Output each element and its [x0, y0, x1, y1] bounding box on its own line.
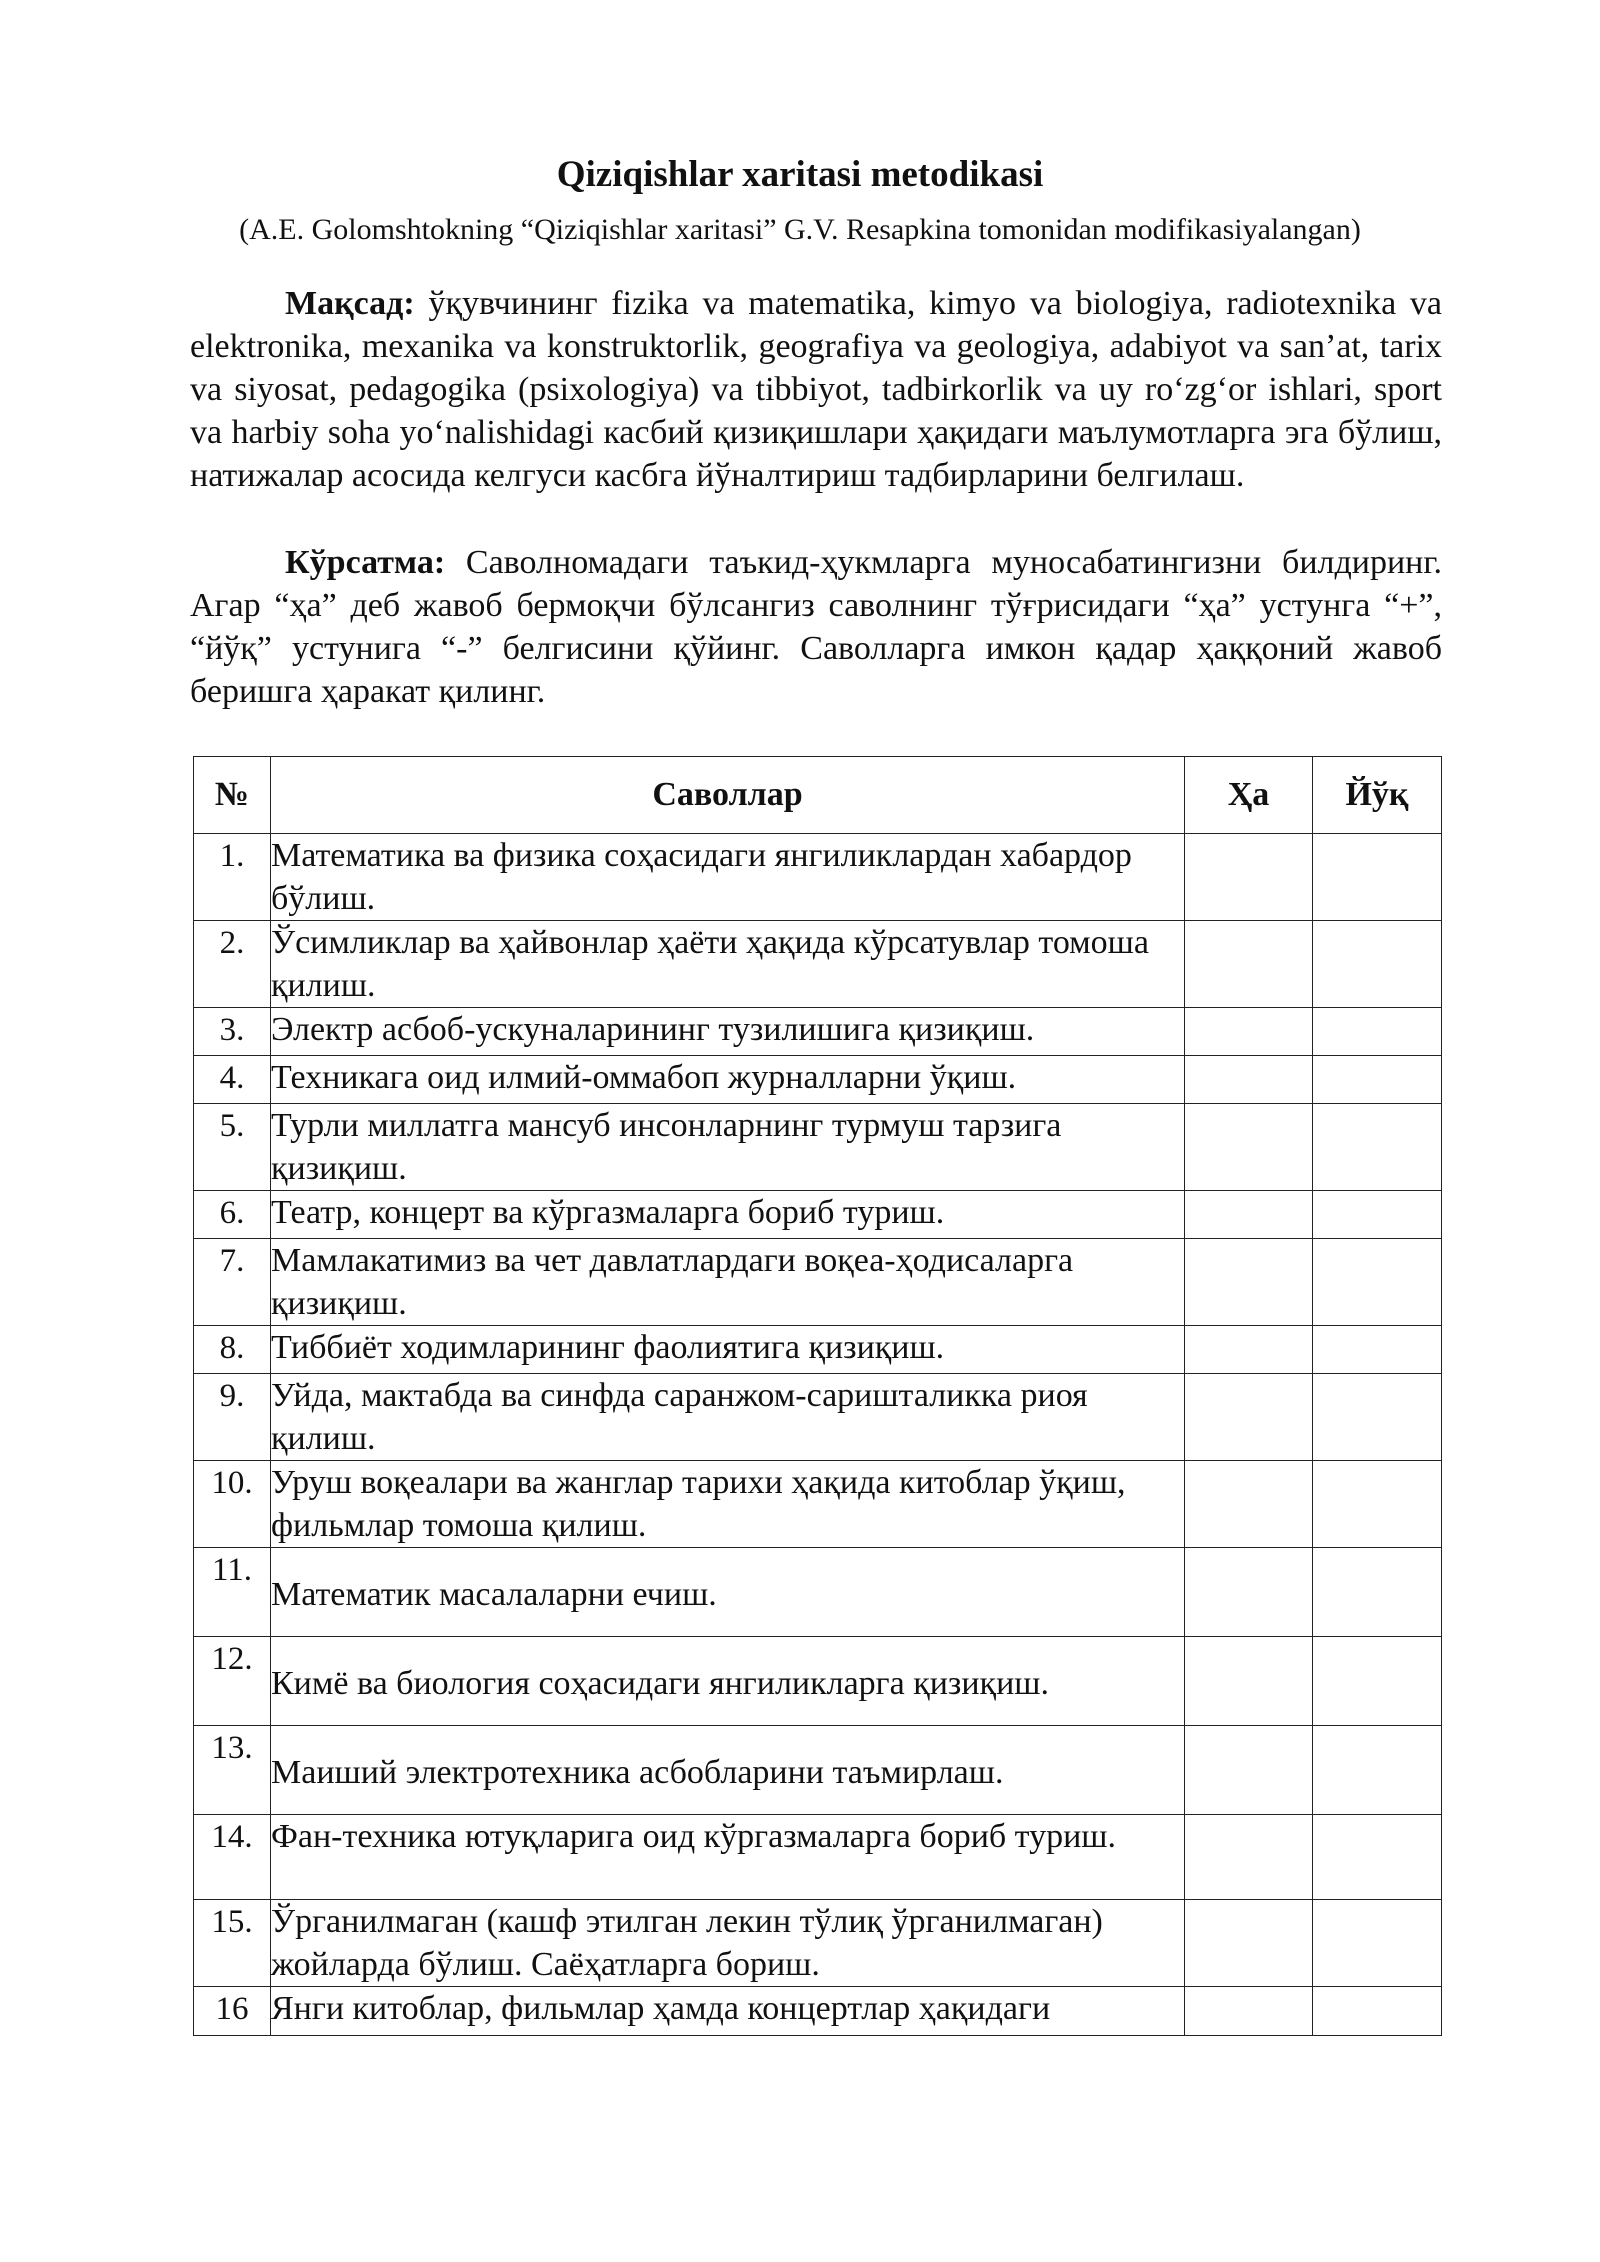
answer-no-cell[interactable] — [1313, 1637, 1442, 1726]
instruction-label: Кўрсатма: — [285, 544, 446, 581]
table-row — [194, 1900, 1442, 1987]
row-number: 11. — [194, 1548, 271, 1637]
question-text: Математика ва физика соҳасидаги янгиликлардан хабардор бўлиш. — [271, 834, 1185, 921]
answer-yes-cell[interactable] — [1185, 1637, 1313, 1726]
question-text: Тиббиёт ходимларининг фаолиятига қизиқиш. — [271, 1326, 1185, 1374]
question-text: Уруш воқеалари ва жанглар тарихи ҳақида китоблар ўқиш, фильмлар томоша қилиш. — [271, 1461, 1185, 1548]
purpose-text: ўқувчининг fizika va matematika, kimyo va biologiya, radiotexnika va elektronika, mexanika va konstruktorlik, geografiya va geologiya, adabiyot va san’at, tarix va siyosat, pedagogika (psixologiya) va tibbiyot, tadbirkorlik va uy ro‘zg‘or ishlari, sport va harbiy soha yo‘nalishidagi касбий қизиқишлари ҳақидаги маълумотларга эга бўлиш, натижалар асосида келгуси касбга йўналтириш тадбирларини белгилаш. — [190, 285, 1442, 494]
question-text: Мамлакатимиз ва чет давлатлардаги воқеа-ҳодисаларга қизиқиш. — [271, 1239, 1185, 1326]
row-number: 15. — [194, 1900, 271, 1987]
answer-no-cell[interactable] — [1313, 1008, 1442, 1056]
header-questions: Саволлар — [271, 757, 1185, 834]
answer-no-cell[interactable] — [1313, 1461, 1442, 1548]
table-row — [194, 1326, 1442, 1374]
table-row — [194, 1239, 1442, 1326]
answer-yes-cell[interactable] — [1185, 1461, 1313, 1548]
table-row — [194, 1637, 1442, 1726]
row-number: 1. — [194, 834, 271, 921]
answer-yes-cell[interactable] — [1185, 1548, 1313, 1637]
row-number: 9. — [194, 1374, 271, 1461]
table-row — [194, 1461, 1442, 1548]
table-row — [194, 1987, 1442, 2036]
question-text: Турли миллатга мансуб инсонларнинг турмуш тарзига қизиқиш. — [271, 1104, 1185, 1191]
answer-yes-cell[interactable] — [1185, 1726, 1313, 1815]
header-number: № — [194, 757, 271, 834]
answer-yes-cell[interactable] — [1185, 1987, 1313, 2036]
answer-yes-cell[interactable] — [1185, 1815, 1313, 1900]
table-row — [194, 1008, 1442, 1056]
table-row — [194, 1815, 1442, 1900]
row-number: 3. — [194, 1008, 271, 1056]
question-text: Ўсимликлар ва ҳайвонлар ҳаёти ҳақида кўрсатувлар томоша қилиш. — [271, 921, 1185, 1008]
table-row — [194, 834, 1442, 921]
answer-yes-cell[interactable] — [1185, 921, 1313, 1008]
answer-no-cell[interactable] — [1313, 1548, 1442, 1637]
header-no: Йўқ — [1313, 757, 1442, 834]
answer-yes-cell[interactable] — [1185, 1239, 1313, 1326]
answer-no-cell[interactable] — [1313, 1056, 1442, 1104]
document-subtitle: (A.E. Golomshtokning “Qiziqishlar xaritasi” G.V. Resapkina tomonidan modifikasiyalangan) — [239, 213, 1361, 246]
table-header-row — [194, 757, 1442, 834]
row-number: 5. — [194, 1104, 271, 1191]
answer-no-cell[interactable] — [1313, 1191, 1442, 1239]
instruction-paragraph — [190, 541, 1442, 713]
answer-yes-cell[interactable] — [1185, 1900, 1313, 1987]
header-yes: Ҳа — [1185, 757, 1313, 834]
answer-yes-cell[interactable] — [1185, 1191, 1313, 1239]
row-number: 13. — [194, 1726, 271, 1815]
question-text: Кимё ва биология соҳасидаги янгиликларга қизиқиш. — [271, 1637, 1185, 1726]
answer-no-cell[interactable] — [1313, 921, 1442, 1008]
answer-no-cell[interactable] — [1313, 1326, 1442, 1374]
question-text: Янги китоблар, фильмлар ҳамда концертлар ҳақидаги — [271, 1987, 1185, 2036]
question-text: Фан-техника ютуқларига оид кўргазмаларга бориб туриш. — [271, 1815, 1185, 1900]
answer-no-cell[interactable] — [1313, 1104, 1442, 1191]
question-text: Ўрганилмаган (кашф этилган лекин тўлиқ ўрганилмаган) жойларда бўлиш. Саёҳатларга бориш. — [271, 1900, 1185, 1987]
answer-yes-cell[interactable] — [1185, 1104, 1313, 1191]
answer-no-cell[interactable] — [1313, 1815, 1442, 1900]
row-number: 12. — [194, 1637, 271, 1726]
table-row — [194, 1726, 1442, 1815]
row-number: 7. — [194, 1239, 271, 1326]
question-text: Электр асбоб-ускуналарининг тузилишига қизиқиш. — [271, 1008, 1185, 1056]
answer-yes-cell[interactable] — [1185, 1374, 1313, 1461]
answer-no-cell[interactable] — [1313, 1987, 1442, 2036]
answer-yes-cell[interactable] — [1185, 834, 1313, 921]
table-row — [194, 1191, 1442, 1239]
row-number: 4. — [194, 1056, 271, 1104]
row-number: 14. — [194, 1815, 271, 1900]
purpose-paragraph — [190, 282, 1442, 497]
table-row — [194, 921, 1442, 1008]
instruction-text: Саволномадаги таъкид-ҳукмларга муносабатингизни билдиринг. Агар “ҳа” деб жавоб бермоқчи бўлсангиз саволнинг тўғрисидаги “ҳа” устунга “+”, “йўқ” устунига “-” белгисини қўйинг. Саволларга имкон қадар ҳаққоний жавоб беришга ҳаракат қилинг. — [190, 544, 1442, 710]
question-text: Театр, концерт ва кўргазмаларга бориб туриш. — [271, 1191, 1185, 1239]
answer-no-cell[interactable] — [1313, 1239, 1442, 1326]
row-number: 8. — [194, 1326, 271, 1374]
question-text: Уйда, мактабда ва синфда саранжом-саришталикка риоя қилиш. — [271, 1374, 1185, 1461]
table-row — [194, 1104, 1442, 1191]
row-number: 6. — [194, 1191, 271, 1239]
answer-no-cell[interactable] — [1313, 1900, 1442, 1987]
question-text: Маиший электротехника асбобларини таъмирлаш. — [271, 1726, 1185, 1815]
row-number: 10. — [194, 1461, 271, 1548]
answer-no-cell[interactable] — [1313, 1726, 1442, 1815]
row-number: 2. — [194, 921, 271, 1008]
row-number: 16 — [194, 1987, 271, 2036]
answer-yes-cell[interactable] — [1185, 1008, 1313, 1056]
table-row — [194, 1374, 1442, 1461]
questionnaire-table — [193, 756, 1442, 2036]
answer-yes-cell[interactable] — [1185, 1326, 1313, 1374]
answer-no-cell[interactable] — [1313, 834, 1442, 921]
document-title: Qiziqishlar xaritasi metodikasi — [556, 154, 1044, 195]
question-text: Техникага оид илмий-оммабоп журналларни ўқиш. — [271, 1056, 1185, 1104]
answer-yes-cell[interactable] — [1185, 1056, 1313, 1104]
purpose-label: Мақсад: — [285, 285, 415, 322]
table-row — [194, 1548, 1442, 1637]
question-text: Математик масалаларни ечиш. — [271, 1548, 1185, 1637]
answer-no-cell[interactable] — [1313, 1374, 1442, 1461]
table-row — [194, 1056, 1442, 1104]
